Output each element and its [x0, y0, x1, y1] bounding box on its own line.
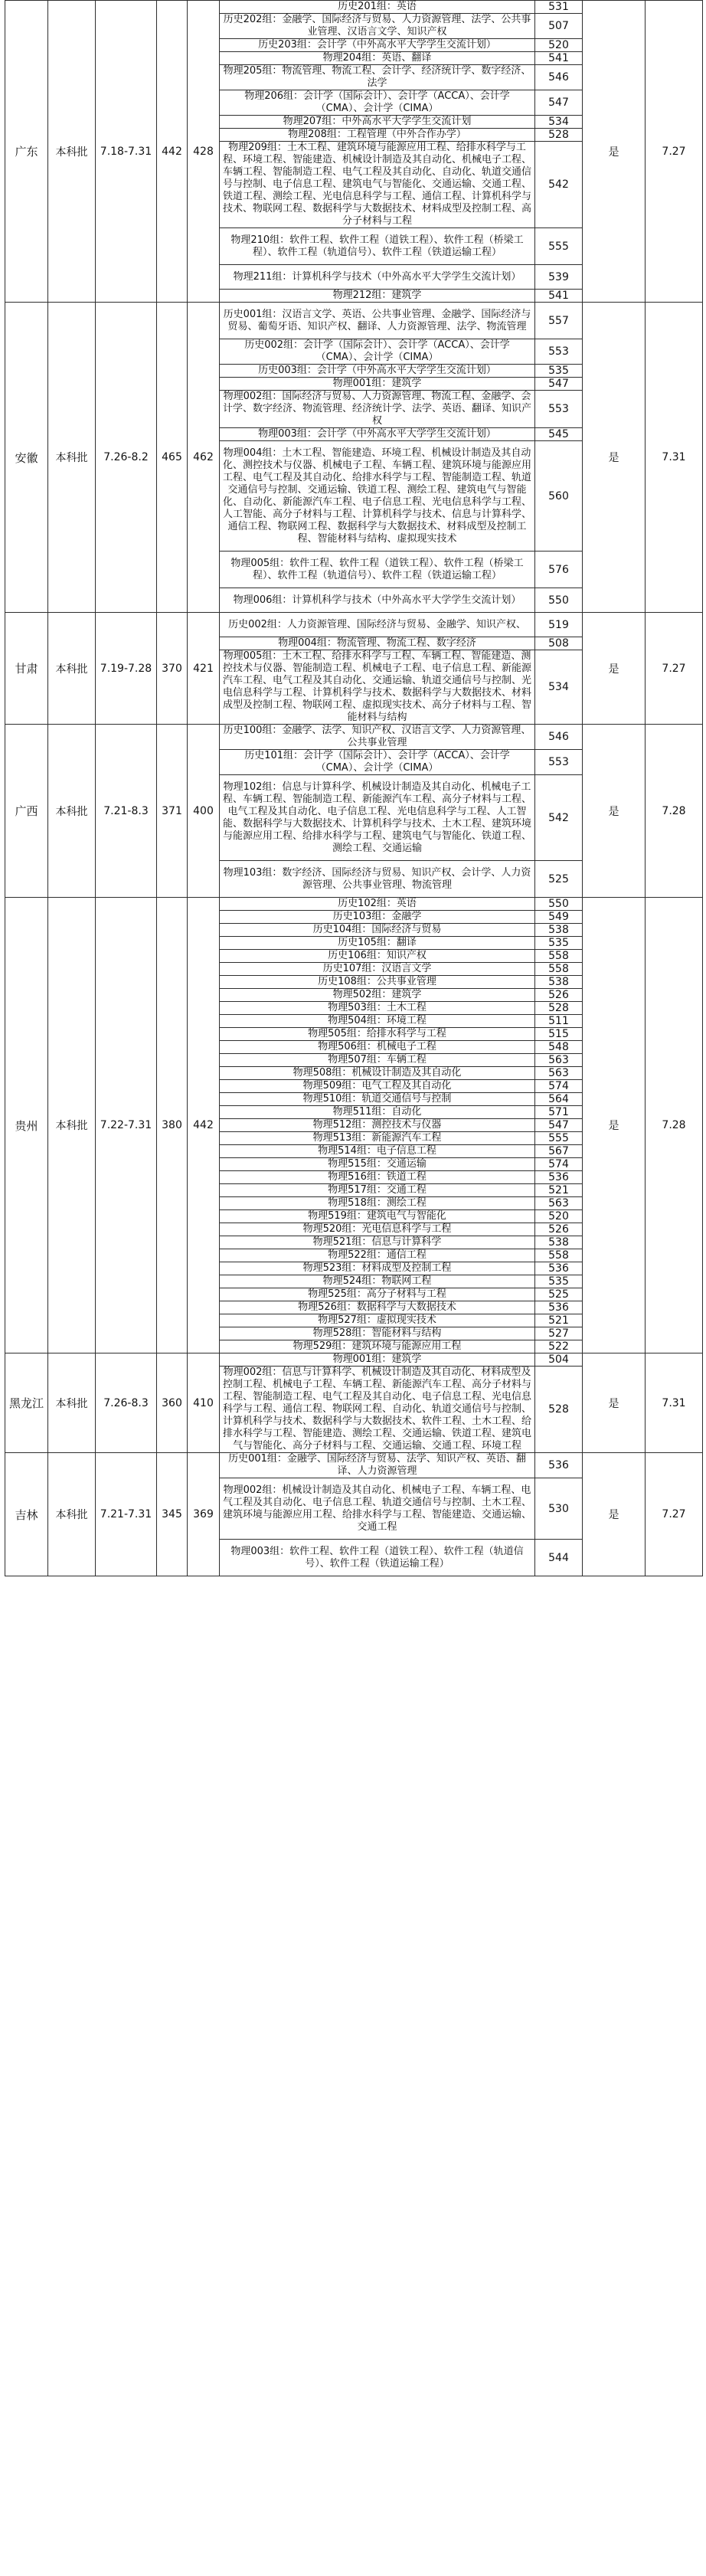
- group-score-cell: 550: [535, 588, 583, 613]
- min-score-cell: 428: [188, 1, 220, 303]
- group-score-cell: 576: [535, 552, 583, 588]
- group-majors-cell: 物理521组：信息与计算科学: [220, 1236, 535, 1249]
- group-score-cell: 563: [535, 1197, 583, 1210]
- group-score-cell: 521: [535, 1184, 583, 1197]
- group-score-cell: 515: [535, 1028, 583, 1041]
- province-cell: 广西: [5, 725, 48, 898]
- group-score-cell: 539: [535, 265, 583, 290]
- group-majors-cell: 物理003组：会计学（中外高水平大学学生交流计划）: [220, 428, 535, 441]
- group-majors-cell: 物理207组：中外高水平大学学生交流计划: [220, 116, 535, 129]
- group-majors-cell: 历史100组：金融学、法学、知识产权、汉语言文学、人力资源管理、公共事业管理: [220, 725, 535, 750]
- group-score-cell: 538: [535, 976, 583, 989]
- min-score-cell: 400: [188, 725, 220, 898]
- control-line-cell: 360: [157, 1353, 188, 1453]
- group-score-cell: 574: [535, 1158, 583, 1171]
- province-cell: 安徽: [5, 303, 48, 613]
- group-score-cell: 527: [535, 1327, 583, 1340]
- table-row: [5, 725, 703, 750]
- table-row: [5, 1353, 703, 1367]
- status-flag-cell: 是: [583, 613, 646, 725]
- fill-date-range-cell: 7.26-8.2: [96, 303, 157, 613]
- group-majors-cell: 历史201组：英语: [220, 1, 535, 14]
- batch-cell: 本科批: [48, 1, 96, 303]
- group-majors-cell: 物理524组：物联网工程: [220, 1275, 535, 1288]
- group-score-cell: 535: [535, 1275, 583, 1288]
- fill-date-range-cell: 7.19-7.28: [96, 613, 157, 725]
- group-score-cell: 545: [535, 428, 583, 441]
- group-majors-cell: 物理211组：计算机科学与技术（中外高水平大学学生交流计划）: [220, 265, 535, 290]
- group-score-cell: 557: [535, 303, 583, 339]
- group-score-cell: 546: [535, 725, 583, 750]
- group-score-cell: 528: [535, 1002, 583, 1015]
- min-score-cell: 369: [188, 1453, 220, 1576]
- group-score-cell: 535: [535, 365, 583, 378]
- result-date-cell: 7.27: [646, 1, 703, 303]
- group-score-cell: 521: [535, 1314, 583, 1327]
- group-majors-cell: 历史003组：会计学（中外高水平大学学生交流计划）: [220, 365, 535, 378]
- group-score-cell: 544: [535, 1540, 583, 1576]
- group-score-cell: 526: [535, 989, 583, 1002]
- group-score-cell: 531: [535, 1, 583, 14]
- group-score-cell: 542: [535, 142, 583, 228]
- control-line-cell: 345: [157, 1453, 188, 1576]
- group-majors-cell: 物理103组：数字经济、国际经济与贸易、知识产权、会计学、人力资源管理、公共事业管理、物流管理: [220, 861, 535, 898]
- group-score-cell: 525: [535, 1288, 583, 1301]
- group-score-cell: 558: [535, 963, 583, 976]
- group-score-cell: 528: [535, 1367, 583, 1453]
- table-row: [5, 613, 703, 637]
- group-score-cell: 558: [535, 950, 583, 963]
- group-majors-cell: 物理508组：机械设计制造及其自动化: [220, 1067, 535, 1080]
- group-majors-cell: 物理004组：土木工程、智能建造、环境工程、机械设计制造及其自动化、测控技术与仪器、机械电子工程、车辆工程、建筑环境与能源应用工程、电气工程及其自动化、给排水科学与工程、智能制造工程、轨道交通信号与控制、交通运输、铁道工程、测绘工程、建筑电气与智能化、自动化、新能源汽车工程、电子信息工程、光电信息科学与工程、人工智能、高分子材料与工程、计算机科学与技术、信息与计算科学、通信工程、物联网工程、数据科学与大数据技术、材料成型及控制工程、智能材料与结构、虚拟现实技术: [220, 441, 535, 552]
- group-majors-cell: 物理505组：给排水科学与工程: [220, 1028, 535, 1041]
- province-cell: 贵州: [5, 898, 48, 1353]
- admission-score-table: [5, 0, 703, 1576]
- group-majors-cell: 物理519组：建筑电气与智能化: [220, 1210, 535, 1223]
- result-date-cell: 7.28: [646, 898, 703, 1353]
- group-majors-cell: 物理511组：自动化: [220, 1106, 535, 1119]
- group-majors-cell: 物理527组：虚拟现实技术: [220, 1314, 535, 1327]
- group-score-cell: 564: [535, 1093, 583, 1106]
- group-majors-cell: 物理528组：智能材料与结构: [220, 1327, 535, 1340]
- province-cell: 甘肃: [5, 613, 48, 725]
- group-score-cell: 538: [535, 1236, 583, 1249]
- result-date-cell: 7.31: [646, 303, 703, 613]
- group-score-cell: 553: [535, 339, 583, 365]
- group-score-cell: 526: [535, 1223, 583, 1236]
- group-majors-cell: 物理003组：软件工程、软件工程（道铁工程）、软件工程（轨道信号）、软件工程（铁道运输工程）: [220, 1540, 535, 1576]
- group-majors-cell: 物理523组：材料成型及控制工程: [220, 1262, 535, 1275]
- fill-date-range-cell: 7.26-8.3: [96, 1353, 157, 1453]
- batch-cell: 本科批: [48, 1453, 96, 1576]
- group-majors-cell: 物理526组：数据科学与大数据技术: [220, 1301, 535, 1314]
- group-majors-cell: 物理525组：高分子材料与工程: [220, 1288, 535, 1301]
- group-majors-cell: 物理005组：土木工程、给排水科学与工程、车辆工程、智能建造、测控技术与仪器、智能制造工程、机械电子工程、电子信息工程、新能源汽车工程、电气工程及其自动化、交通运输、轨道交通信号与控制、光电信息科学与工程、计算机科学与技术、数据科学与大数据技术、材料成型及控制工程、物联网工程、虚拟现实技术、高分子材料与工程、智能材料与结构: [220, 650, 535, 725]
- group-majors-cell: 物理507组：车辆工程: [220, 1054, 535, 1067]
- group-majors-cell: 物理518组：测绘工程: [220, 1197, 535, 1210]
- group-majors-cell: 历史106组：知识产权: [220, 950, 535, 963]
- group-score-cell: 536: [535, 1301, 583, 1314]
- group-score-cell: 519: [535, 613, 583, 637]
- group-score-cell: 558: [535, 1249, 583, 1262]
- group-majors-cell: 历史001组：金融学、国际经济与贸易、法学、知识产权、英语、翻译、人力资源管理: [220, 1453, 535, 1478]
- group-majors-cell: 物理210组：软件工程、软件工程（道铁工程）、软件工程（桥梁工程）、软件工程（轨道信号）、软件工程（铁道运输工程）: [220, 228, 535, 265]
- group-majors-cell: 物理522组：通信工程: [220, 1249, 535, 1262]
- group-score-cell: 547: [535, 90, 583, 116]
- group-score-cell: 549: [535, 911, 583, 924]
- fill-date-range-cell: 7.21-7.31: [96, 1453, 157, 1576]
- group-score-cell: 536: [535, 1262, 583, 1275]
- group-score-cell: 536: [535, 1171, 583, 1184]
- group-score-cell: 520: [535, 39, 583, 52]
- table-row: [5, 1, 703, 14]
- status-flag-cell: 是: [583, 1453, 646, 1576]
- group-majors-cell: 物理001组：建筑学: [220, 1353, 535, 1367]
- group-majors-cell: 历史202组：金融学、国际经济与贸易、人力资源管理、法学、公共事业管理、汉语言文学、知识产权: [220, 14, 535, 39]
- group-score-cell: 522: [535, 1340, 583, 1353]
- status-flag-cell: 是: [583, 1, 646, 303]
- group-score-cell: 530: [535, 1478, 583, 1540]
- group-score-cell: 541: [535, 52, 583, 65]
- group-score-cell: 563: [535, 1067, 583, 1080]
- group-majors-cell: 历史002组：会计学（国际会计）、会计学（ACCA）、会计学（CMA）、会计学（CIMA）: [220, 339, 535, 365]
- group-score-cell: 541: [535, 290, 583, 303]
- status-flag-cell: 是: [583, 898, 646, 1353]
- group-score-cell: 550: [535, 898, 583, 911]
- batch-cell: 本科批: [48, 898, 96, 1353]
- group-score-cell: 555: [535, 1132, 583, 1145]
- group-majors-cell: 物理512组：测控技术与仪器: [220, 1119, 535, 1132]
- control-line-cell: 371: [157, 725, 188, 898]
- group-score-cell: 535: [535, 937, 583, 950]
- province-cell: 黑龙江: [5, 1353, 48, 1453]
- table-row: [5, 1453, 703, 1478]
- min-score-cell: 462: [188, 303, 220, 613]
- group-score-cell: 536: [535, 1453, 583, 1478]
- min-score-cell: 410: [188, 1353, 220, 1453]
- province-cell: 广东: [5, 1, 48, 303]
- status-flag-cell: 是: [583, 1353, 646, 1453]
- group-majors-cell: 物理006组：计算机科学与技术（中外高水平大学学生交流计划）: [220, 588, 535, 613]
- province-cell: 吉林: [5, 1453, 48, 1576]
- group-majors-cell: 物理002组：信息与计算科学、机械设计制造及其自动化、材料成型及控制工程、机械电子工程、车辆工程、新能源汽车工程、高分子材料与工程、智能制造工程、电气工程及其自动化、电子信息工程、光电信息科学与工程、通信工程、物联网工程、自动化、轨道交通信号与控制、计算机科学与技术、数据科学与大数据技术、软件工程、土木工程、给排水科学与工程、智能建造、测绘工程、交通运输、铁道工程、建筑电气与智能化、高分子材料与工程、交通运输、交通工程、环境工程: [220, 1367, 535, 1453]
- group-majors-cell: 历史107组：汉语言文学: [220, 963, 535, 976]
- group-majors-cell: 物理509组：电气工程及其自动化: [220, 1080, 535, 1093]
- group-majors-cell: 物理517组：交通工程: [220, 1184, 535, 1197]
- group-score-cell: 504: [535, 1353, 583, 1367]
- fill-date-range-cell: 7.21-8.3: [96, 725, 157, 898]
- group-majors-cell: 历史002组：人力资源管理、国际经济与贸易、金融学、知识产权、: [220, 613, 535, 637]
- group-majors-cell: 物理520组：光电信息科学与工程: [220, 1223, 535, 1236]
- group-majors-cell: 物理209组：土木工程、建筑环境与能源应用工程、给排水科学与工程、环境工程、智能建造、机械设计制造及其自动化、机械电子工程、车辆工程、智能制造工程、电气工程及其自动化、自动化、轨道交通信号与控制、电子信息工程、建筑电气与智能化、交通运输、交通工程、铁道工程、测绘工程、光电信息科学与工程、通信工程、计算机科学与技术、物联网工程、数据科学与大数据技术、材料成型及控制工程、高分子材料与工程: [220, 142, 535, 228]
- group-majors-cell: 物理504组：环境工程: [220, 1015, 535, 1028]
- min-score-cell: 442: [188, 898, 220, 1353]
- group-majors-cell: 物理506组：机械电子工程: [220, 1041, 535, 1054]
- group-majors-cell: 历史101组：会计学（国际会计）、会计学（ACCA）、会计学（CMA）、会计学（CIMA）: [220, 750, 535, 775]
- batch-cell: 本科批: [48, 613, 96, 725]
- group-majors-cell: 物理516组：铁道工程: [220, 1171, 535, 1184]
- group-majors-cell: 物理212组：建筑学: [220, 290, 535, 303]
- group-majors-cell: 物理208组：工程管理（中外合作办学）: [220, 129, 535, 142]
- group-score-cell: 553: [535, 750, 583, 775]
- group-majors-cell: 物理005组：软件工程、软件工程（道铁工程）、软件工程（桥梁工程）、软件工程（轨道信号）、软件工程（铁道运输工程）: [220, 552, 535, 588]
- group-score-cell: 571: [535, 1106, 583, 1119]
- status-flag-cell: 是: [583, 725, 646, 898]
- result-date-cell: 7.31: [646, 1353, 703, 1453]
- group-score-cell: 547: [535, 378, 583, 391]
- group-score-cell: 542: [535, 775, 583, 861]
- fill-date-range-cell: 7.18-7.31: [96, 1, 157, 303]
- control-line-cell: 370: [157, 613, 188, 725]
- group-score-cell: 520: [535, 1210, 583, 1223]
- group-score-cell: 534: [535, 116, 583, 129]
- group-score-cell: 553: [535, 391, 583, 428]
- group-majors-cell: 历史103组：金融学: [220, 911, 535, 924]
- table-row: [5, 303, 703, 339]
- group-majors-cell: 物理004组：物流管理、物流工程、数字经济: [220, 637, 535, 650]
- group-majors-cell: 历史108组：公共事业管理: [220, 976, 535, 989]
- group-majors-cell: 物理514组：电子信息工程: [220, 1145, 535, 1158]
- group-score-cell: 574: [535, 1080, 583, 1093]
- batch-cell: 本科批: [48, 1353, 96, 1453]
- result-date-cell: 7.27: [646, 1453, 703, 1576]
- table-row: [5, 898, 703, 911]
- group-majors-cell: 物理002组：国际经济与贸易、人力资源管理、物流工程、金融学、会计学、数字经济、物流管理、经济统计学、法学、英语、翻译、知识产权: [220, 391, 535, 428]
- group-majors-cell: 物理515组：交通运输: [220, 1158, 535, 1171]
- group-score-cell: 555: [535, 228, 583, 265]
- control-line-cell: 442: [157, 1, 188, 303]
- result-date-cell: 7.28: [646, 725, 703, 898]
- group-majors-cell: 物理102组：信息与计算科学、机械设计制造及其自动化、机械电子工程、车辆工程、智能制造工程、新能源汽车工程、高分子材料与工程、电气工程及其自动化、电子信息工程、光电信息科学与工程、人工智能、数据科学与大数据技术、计算机科学与技术、土木工程、建筑环境与能源应用工程、给排水科学与工程、建筑电气与智能化、铁道工程、测绘工程、交通运输: [220, 775, 535, 861]
- group-majors-cell: 物理205组：物流管理、物流工程、会计学、经济统计学、数字经济、法学: [220, 65, 535, 90]
- group-majors-cell: 历史104组：国际经济与贸易: [220, 924, 535, 937]
- result-date-cell: 7.27: [646, 613, 703, 725]
- group-score-cell: 563: [535, 1054, 583, 1067]
- group-majors-cell: 物理510组：轨道交通信号与控制: [220, 1093, 535, 1106]
- group-score-cell: 525: [535, 861, 583, 898]
- status-flag-cell: 是: [583, 303, 646, 613]
- group-majors-cell: 历史001组：汉语言文学、英语、公共事业管理、金融学、国际经济与贸易、葡萄牙语、知识产权、翻译、人力资源管理、法学、物流管理: [220, 303, 535, 339]
- group-score-cell: 508: [535, 637, 583, 650]
- group-score-cell: 538: [535, 924, 583, 937]
- group-majors-cell: 物理503组：土木工程: [220, 1002, 535, 1015]
- control-line-cell: 380: [157, 898, 188, 1353]
- batch-cell: 本科批: [48, 303, 96, 613]
- group-majors-cell: 历史102组：英语: [220, 898, 535, 911]
- group-majors-cell: 物理002组：机械设计制造及其自动化、机械电子工程、车辆工程、电气工程及其自动化、电子信息工程、轨道交通信号与控制、土木工程、建筑环境与能源应用工程、给排水科学与工程、智能建造、交通运输、交通工程: [220, 1478, 535, 1540]
- group-majors-cell: 历史105组：翻译: [220, 937, 535, 950]
- group-score-cell: 528: [535, 129, 583, 142]
- group-majors-cell: 物理502组：建筑学: [220, 989, 535, 1002]
- group-score-cell: 507: [535, 14, 583, 39]
- fill-date-range-cell: 7.22-7.31: [96, 898, 157, 1353]
- group-majors-cell: 物理001组：建筑学: [220, 378, 535, 391]
- group-majors-cell: 物理204组：英语、翻译: [220, 52, 535, 65]
- group-majors-cell: 物理529组：建筑环境与能源应用工程: [220, 1340, 535, 1353]
- group-score-cell: 546: [535, 65, 583, 90]
- control-line-cell: 465: [157, 303, 188, 613]
- group-score-cell: 548: [535, 1041, 583, 1054]
- group-score-cell: 534: [535, 650, 583, 725]
- group-score-cell: 560: [535, 441, 583, 552]
- group-score-cell: 567: [535, 1145, 583, 1158]
- batch-cell: 本科批: [48, 725, 96, 898]
- group-score-cell: 511: [535, 1015, 583, 1028]
- group-majors-cell: 历史203组：会计学（中外高水平大学学生交流计划）: [220, 39, 535, 52]
- min-score-cell: 421: [188, 613, 220, 725]
- group-majors-cell: 物理206组：会计学（国际会计）、会计学（ACCA）、会计学（CMA）、会计学（CIMA）: [220, 90, 535, 116]
- group-score-cell: 547: [535, 1119, 583, 1132]
- group-majors-cell: 物理513组：新能源汽车工程: [220, 1132, 535, 1145]
